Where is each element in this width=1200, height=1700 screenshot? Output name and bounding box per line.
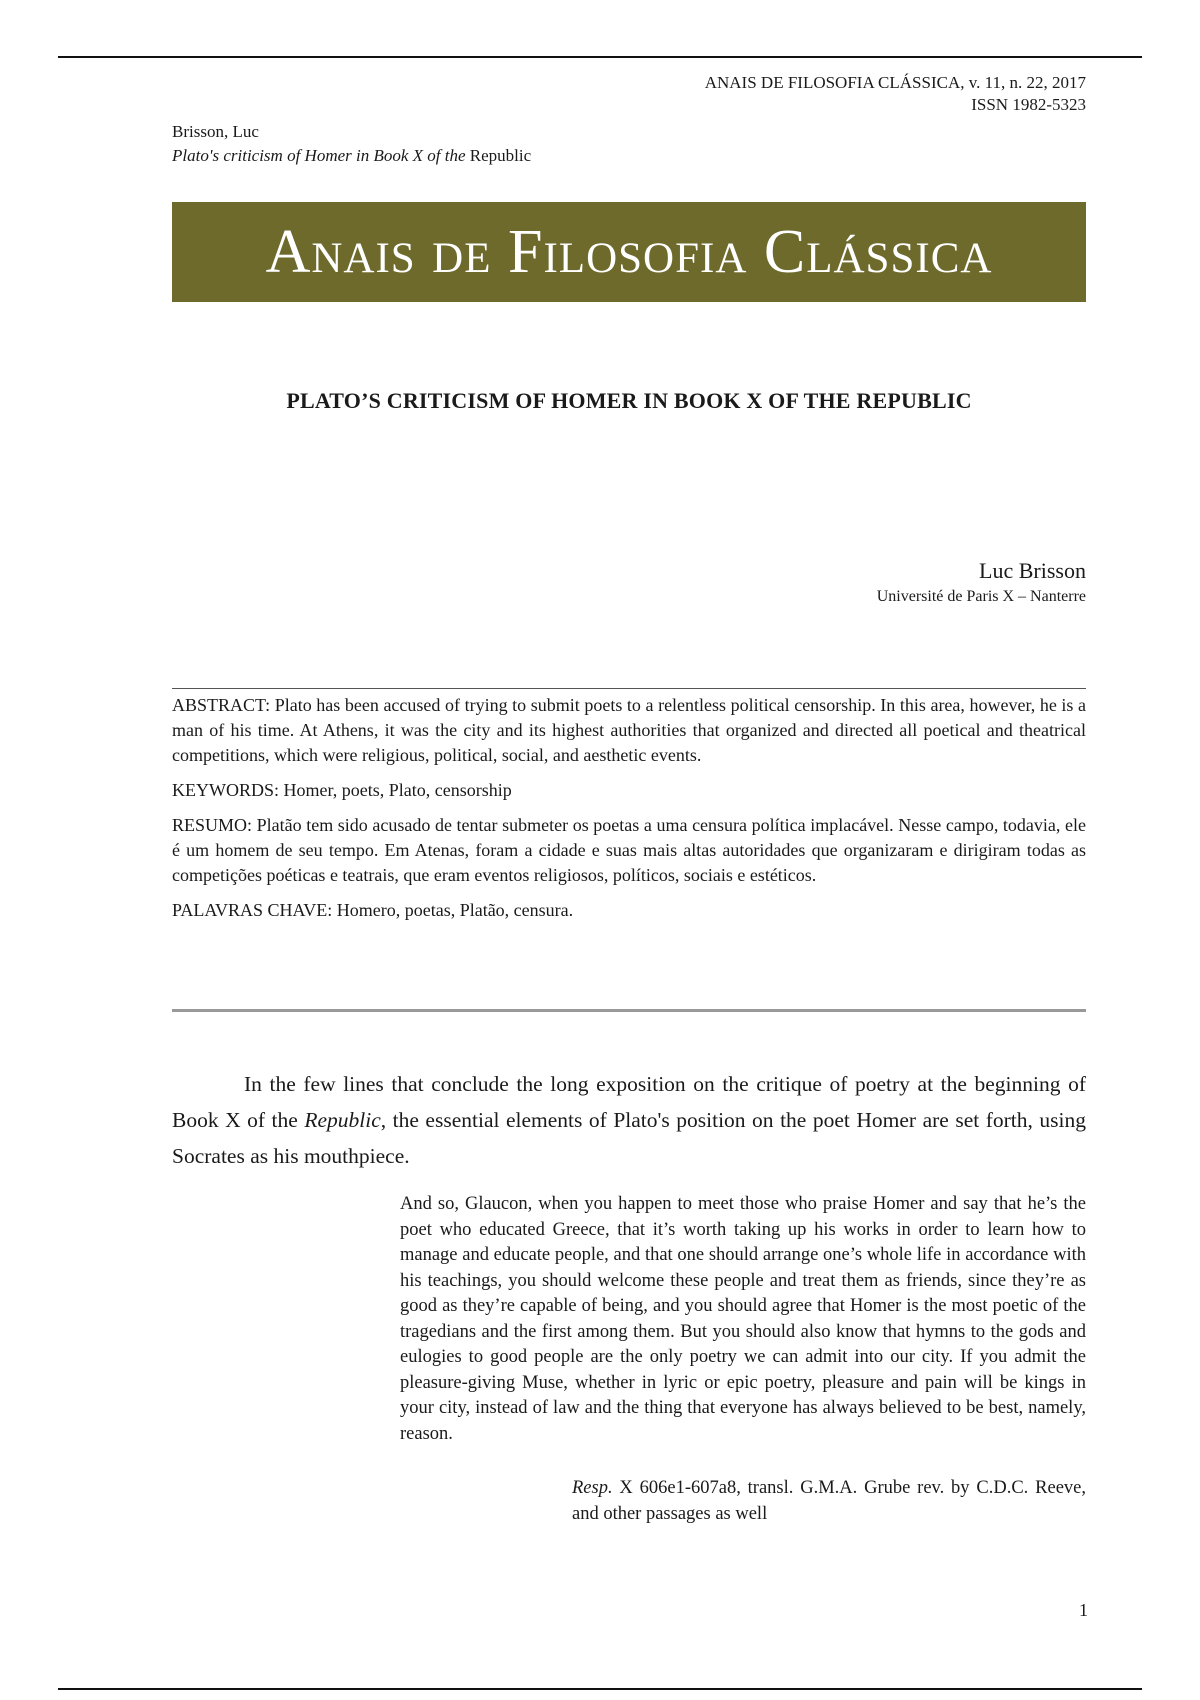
- block-quote: And so, Glaucon, when you happen to meet those who praise Homer and say that he’s the poet who educated Greece, that it’s worth taking up his works in order to learn how to manage and educate people, and that one should arrange one’s whole life in accordance with his teachings, you should welcome these people and treat them as friends, since they’re as good as they’re capable of being, and you should agree that Homer is the most poetic of the tragedians and the first among them. But you should also know that hymns to the gods and eulogies to good people are the only poetry we can admit into our city. If you admit the pleasure-giving Muse, whether in lyric or epic poetry, pleasure and pain will be kings in your city, instead of law and the thing that everyone has always believed to be best, namely, reason.: [400, 1194, 1086, 1444]
- resumo-paragraph: RESUMO: Platão tem sido acusado de tentar submeter os poetas a uma censura política implacável. Nesse campo, todavia, ele é um homem de seu tempo. Em Atenas, foram a cidade e suas mais altas autoridades que organizaram e dirigiram todas as competições poéticas e teatrais, que eram eventos religiosos, políticos, sociais e estéticos.: [172, 815, 1086, 885]
- running-header-title: [172, 144, 531, 168]
- running-header-title-italic: Plato's criticism of Homer in Book X of the: [172, 146, 466, 165]
- palavras-chave-paragraph: PALAVRAS CHAVE: Homero, poetas, Platão, censura.: [172, 900, 574, 920]
- page-number: 1: [1079, 1600, 1088, 1620]
- keywords-paragraph: KEYWORDS: Homer, poets, Plato, censorship: [172, 780, 512, 800]
- citation-text: X 606e1-607a8, transl. G.M.A. Grube rev. by C.D.C. Reeve, and other passages as well: [572, 1478, 1086, 1524]
- journal-banner-text: Anais de Filosofia Clássica: [265, 218, 993, 286]
- running-header-author: Brisson, Luc: [172, 122, 259, 141]
- abstract-divider: [172, 1009, 1086, 1012]
- abstract-section: [172, 688, 1086, 933]
- body-paragraph-start: In the few lines that conclude the long exposition on the critique of poetry at the beginning of Book X of the: [172, 1072, 1086, 1132]
- abstract-paragraph: ABSTRACT: Plato has been accused of trying to submit poets to a relentless political censorship. In this area, however, he is a man of his time. At Athens, it was the city and its highest authorities that organized and directed all poetical and theatrical competitions, which were religious, political, social, and aesthetic events.: [172, 695, 1086, 765]
- journal-reference: [705, 72, 1086, 116]
- journal-banner: [172, 202, 1086, 302]
- running-header-title-roman: Republic: [469, 146, 532, 165]
- body-paragraph: [172, 1066, 1086, 1174]
- citation-italic: Resp.: [572, 1478, 613, 1498]
- quote-citation: [572, 1476, 1086, 1527]
- journal-issn: ISSN 1982-5323: [971, 95, 1086, 114]
- author-name: Luc Brisson: [979, 558, 1086, 583]
- running-header: [172, 120, 531, 168]
- author-affiliation: Université de Paris X – Nanterre: [876, 588, 1086, 605]
- paper-title: PLATO’S CRITICISM OF HOMER IN BOOK X OF THE REPUBLIC: [286, 388, 972, 413]
- body-paragraph-italic: Republic: [304, 1108, 381, 1132]
- body-paragraph-end: , the essential elements of Plato's position on the poet Homer are set forth, using Socrates as his mouthpiece.: [172, 1108, 1087, 1168]
- top-rule: [58, 56, 1142, 58]
- bottom-rule: [58, 1688, 1142, 1690]
- journal-volume-line: ANAIS DE FILOSOFIA CLÁSSICA, v. 11, n. 22, 2017: [704, 73, 1086, 92]
- author-block: [877, 556, 1086, 608]
